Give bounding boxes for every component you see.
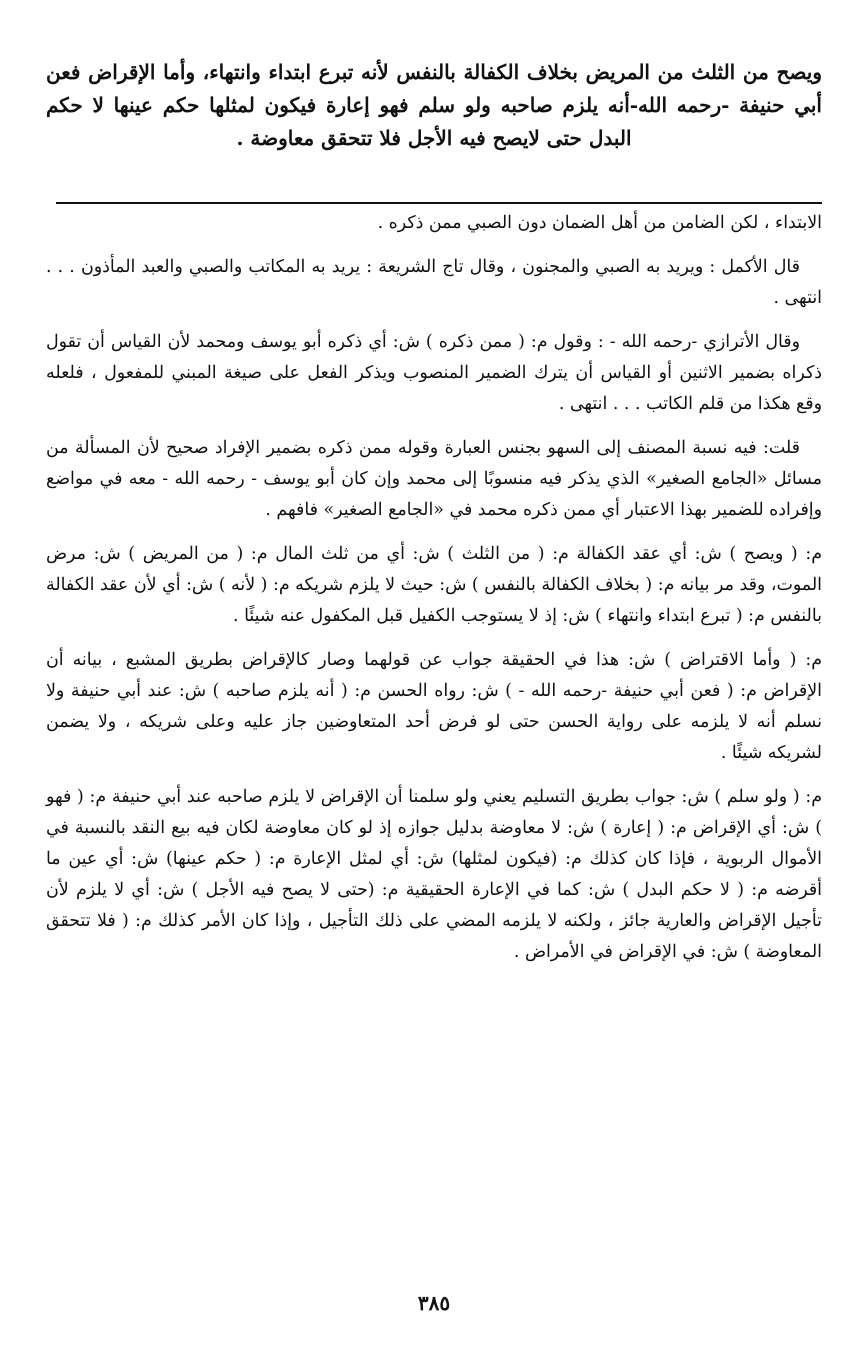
commentary-paragraph: م: ( ويصح ) ش: أي عقد الكفالة م: ( من الثلث ) ش: أي من ثلث المال م: ( من المريض ) ش: مرض الموت، وقد مر بيانه م: ( بخلاف الكفالة بالنفس ) ش: حيث لا يلزم شريكه م: ( لأنه ) ش: أي لأن عقد الكفالة بالنفس م: ( تبرع ابتداء وانتهاء ) ش: إذ لا يستوجب الكفيل قبل المكفول عنه شيئًا . (46, 544, 822, 626)
commentary-paragraph: الابتداء ، لكن الضامن من أهل الضمان دون الصبي ممن ذكره . (377, 213, 822, 233)
page-number: ٣٨٥ (417, 1291, 451, 1315)
commentary-paragraph: م: ( ولو سلم ) ش: جواب بطريق التسليم يعني ولو سلمنا أن الإقراض لا يلزم صاحبه عند أبي حنيفة م: ( فهو ) ش: أي الإقراض م: ( إعارة ) ش: لا معاوضة بدليل جوازه إذ لو كان معاوضة لكان فيه بيع النقد بالنسبة في الأموال الربوية ، فإذا كان كذلك م: (فيكون لمثلها) ش: أي لمثل الإعارة م: ( حكم عينها) ش: أي عين ما أقرضه م: ( لا حكم البدل ) ش: كما في الإعارة الحقيقية م: (حتى لا يصح فيه الأجل ) ش: أي لا يلزم لأن تأجيل الإقراض والعارية جائز ، ولكنه لا يلزمه المضي على ذلك التأجيل ، وإذا كان الأمر كذلك م: ( فلا تتحقق المعاوضة ) ش: في الإقراض في الأمراض . (46, 787, 822, 962)
commentary-paragraph: م: ( وأما الاقتراض ) ش: هذا في الحقيقة جواب عن قولهما وصار كالإقراض بطريق المشبع ، بيانه أن الإقراض م: ( فعن أبي حنيفة -رحمه الله - ) ش: رواه الحسن م: ( أنه يلزم صاحبه ) ش: عند أبي حنيفة ولا نسلم أنه لا يلزمه على رواية الحسن حتى لو فرض أحد المتعاوضين جاز عليه وعلى شريكه ، ولا يضمن لشريكه شيئًا . (46, 650, 822, 763)
commentary-paragraph: قال الأكمل : ويريد به الصبي والمجنون ، وقال تاج الشريعة : يريد به المكاتب والصبي والعبد المأذون . . . انتهى . (46, 257, 822, 308)
commentary-paragraph: قلت: فيه نسبة المصنف إلى السهو بجنس العبارة وقوله ممن ذكره بضمير الإفراد صحيح لأن المسألة من مسائل «الجامع الصغير» الذي يذكر فيه منسوبًا إلى محمد وإن كان أبو يوسف - رحمه الله - معه في مواضع وإفراده للضمير بهذا الاعتبار أي ممن ذكره محمد في «الجامع الصغير» فافهم . (46, 438, 822, 520)
commentary (46, 208, 822, 981)
commentary-paragraph: وقال الأترازي -رحمه الله - : وقول م: ( ممن ذكره ) ش: أي ذكره أبو يوسف ومحمد لأن القياس أن تقول ذكراه بضمير الاثنين أو القياس أن يترك الضمير المنصوب ويذكر الفعل على صيغة المبني للمفعول ، فلعله وقع هكذا من قلم الكاتب . . . انتهى . (46, 332, 822, 414)
separator-line (56, 202, 822, 204)
main-text: ويصح من الثلث من المريض بخلاف الكفالة بالنفس لأنه تبرع ابتداء وانتهاء، وأما الإقراض فعن أبي حنيفة -رحمه الله-أنه يلزم صاحبه ولو سلم فهو إعارة فيكون لمثلها حكم عينها لا حكم البدل حتى لايصح فيه الأجل فلا تتحقق معاوضة . (46, 60, 822, 150)
